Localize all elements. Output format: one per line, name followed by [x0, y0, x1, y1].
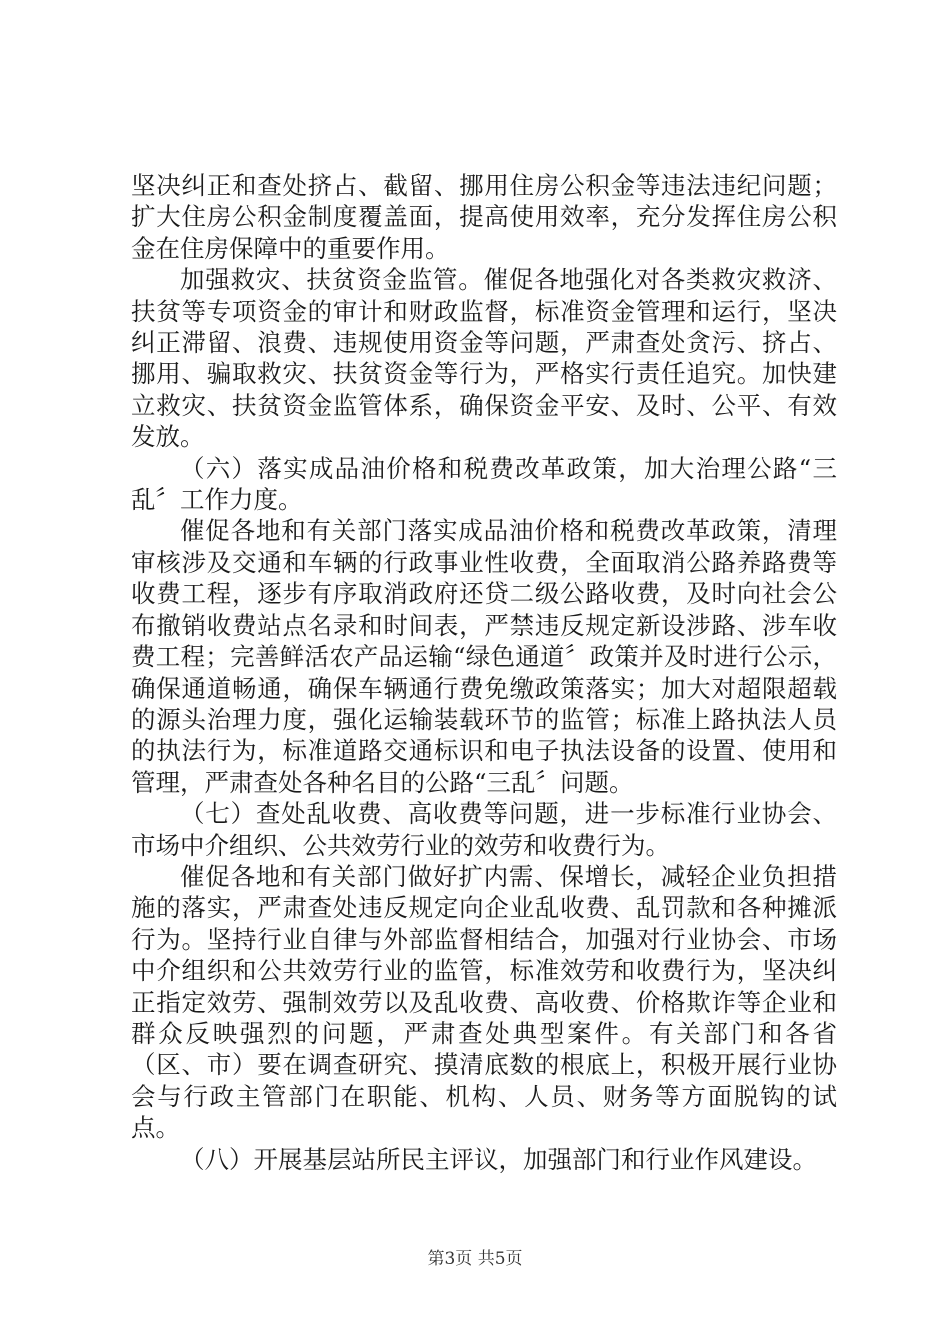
paragraph-1: 坚决纠正和查处挤占、截留、挪用住房公积金等违法违纪问题；扩大住房公积金制度覆盖面，提高使用效率，充分发挥住房公积金在住房保障中的重要作用。: [131, 171, 837, 263]
page-footer: 第3页 共5页: [427, 1249, 523, 1269]
paragraph-2: 加强救灾、扶贫资金监管。催促各地强化对各类救灾救济、扶贫等专项资金的审计和财政监督，标准资金管理和运行，坚决纠正滞留、浪费、违规使用资金等问题，严肃查处贪污、挤占、挪用、骗取救灾、扶贫资金等行为，严格实行责任追究。加快建立救灾、扶贫资金监管体系，确保资金平安、及时、公平、有效发放。: [131, 265, 837, 452]
document-body: [131, 170, 837, 1175]
section-heading-6: （六）落实成品油价格和税费改革政策，加大治理公路“三乱〞工作力度。: [131, 453, 837, 515]
section-heading-7: （七）查处乱收费、高收费等问题，进一步标准行业协会、市场中介组织、公共效劳行业的效劳和收费行为。: [131, 799, 837, 860]
paragraph-6: 催促各地和有关部门做好扩内需、保增长，减轻企业负担措施的落实，严肃查处违反规定向企业乱收费、乱罚款和各种摊派行为。坚持行业自律与外部监督相结合，加强对行业协会、市场中介组织和公共效劳行业的监管，标准效劳和收费行为，坚决纠正指定效劳、强制效劳以及乱收费、高收费、价格欺诈等企业和群众反映强烈的问题，严肃查处典型案件。有关部门和各省（区、市）要在调查研究、摸清底数的根底上，积极开展行业协会与行政主管部门在职能、机构、人员、财务等方面脱钩的试点。: [131, 861, 837, 1143]
section-heading-8: （八）开展基层站所民主评议，加强部门和行业作风建设。: [180, 1144, 817, 1174]
paragraph-4: 催促各地和有关部门落实成品油价格和税费改革政策，清理审核涉及交通和车辆的行政事业性收费，全面取消公路养路费等收费工程，逐步有序取消政府还贷二级公路收费，及时向社会公布撤销收费站点名录和时间表，严禁违反规定新设涉路、涉车收费工程；完善鲜活农产品运输“绿色通道〞政策并及时进行公示，确保通道畅通，确保车辆通行费免缴政策落实；加大对超限超载的源头治理力度，强化运输装载环节的监管；标准上路执法人员的执法行为，标准道路交通标识和电子执法设备的设置、使用和管理，严肃查处各种名目的公路“三乱〞问题。: [131, 516, 837, 797]
